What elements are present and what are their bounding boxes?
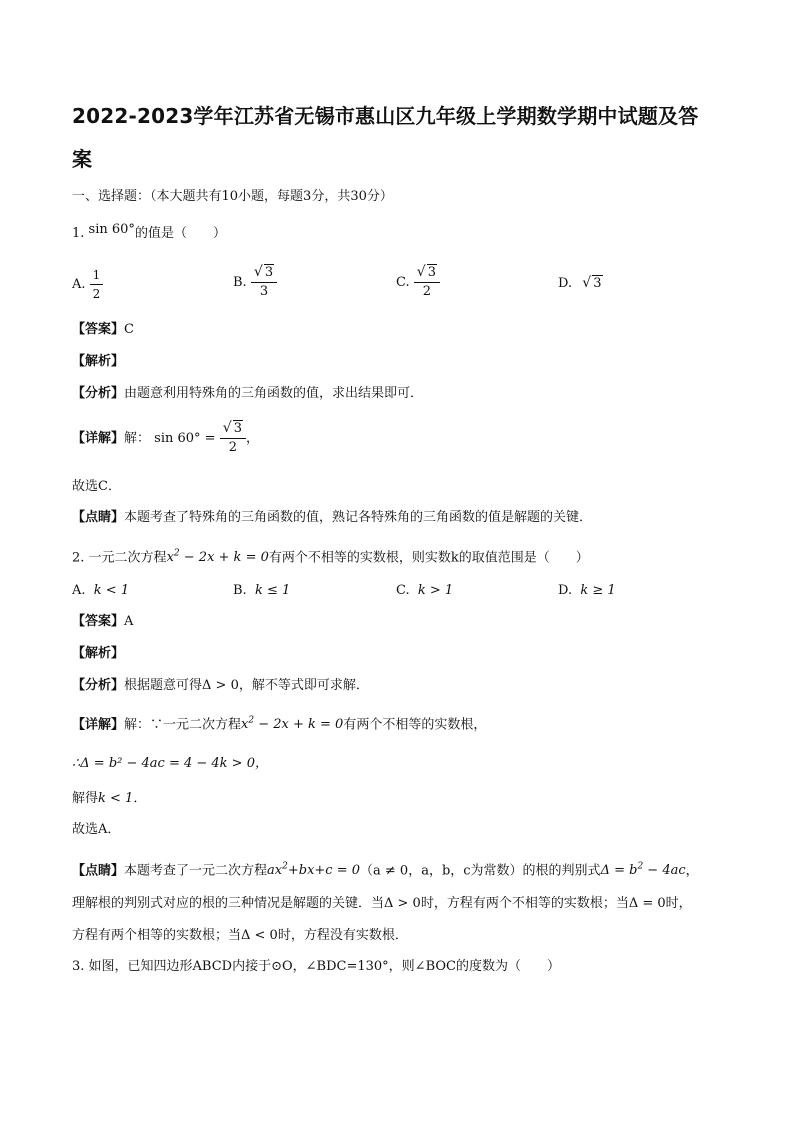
answer-2: 【答案】A (72, 614, 134, 629)
sqrt-symbol: √ 3 (254, 264, 274, 282)
option-a (72, 266, 103, 303)
math-expression: sin 60° (88, 222, 135, 237)
option-a: A. k < 1 (72, 583, 130, 598)
analysis-heading: 【解析】 (72, 354, 125, 369)
analysis-fenxi: 【分析】根据题意可得Δ > 0，解不等式即可求解． (72, 678, 369, 693)
question-2-stem: 2. 一元二次方程$x^2 - 2x + k = 0$有两个不相等的实数根，则实数k的取值范围是（ ） (72, 549, 589, 566)
equation: $x^2 - 2x + k = 0$ (166, 549, 269, 566)
analysis-fenxi: 【分析】由题意利用特殊角的三角函数的值，求出结果即可． (72, 386, 424, 401)
option-label: A. (72, 277, 86, 292)
remark-line-2: 理解根的判别式对应的根的三种情况是解题的关键．当Δ > 0时，方程有两个不相等的实数根；当Δ = 0时， (72, 896, 692, 911)
detailed-solution: 【详解】解：∵一元二次方程$x^2 - 2x + k = 0$有两个不相等的实数根， (72, 716, 487, 733)
fraction: √ $\frac{3}{3}$ (251, 264, 277, 301)
option-c: C. k > 1 (396, 583, 454, 598)
sqrt-symbol: √ 3 (417, 264, 437, 282)
section-heading: 一、选择题：（本大题共有10小题，每题3分，共30分） (72, 189, 393, 204)
answer-1: 【答案】C (72, 322, 134, 337)
fraction: $\frac{1}{2}$ (90, 266, 104, 303)
question-number: 1. (72, 226, 85, 241)
document-title-line-2: 案 (72, 147, 93, 171)
remark-line-3: 方程有两个相等的实数根；当Δ < 0时，方程没有实数根． (72, 928, 408, 943)
option-c (396, 264, 440, 301)
option-b (233, 264, 277, 301)
analysis-heading: 【解析】 (72, 646, 125, 661)
question-3-stem: 3. 如图，已知四边形ABCD内接于⊙O，∠BDC=130°，则∠BOC的度数为（ ） (72, 959, 560, 974)
choose-answer: 故选A． (72, 822, 121, 837)
solve-line: 解得k < 1． (72, 791, 147, 806)
equation: $x^2 - 2x + k = 0$ (241, 716, 344, 733)
equation: $\Delta = b^2 - 4ac$ (600, 862, 686, 879)
discriminant-line: ∴Δ = b² − 4ac = 4 − 4k > 0， (72, 756, 268, 771)
sqrt-symbol: √ 3 (223, 420, 243, 438)
choose-answer: 故选C． (72, 479, 121, 494)
remark: 【点睛】本题考查了一元二次方程$ax^2+bx+c = 0(a \ne 0$，a，b，c为常数）的根的判别式$\Delta = b^2 - 4ac$， (72, 862, 699, 879)
option-d (558, 275, 603, 293)
option-d: D. k ≥ 1 (558, 583, 616, 598)
sqrt-symbol: √ 3 (582, 275, 602, 293)
fraction: √ $\frac{3}{2}$ (220, 420, 246, 457)
document-title-line-1: 2022-2023学年江苏省无锡市惠山区九年级上学期数学期中试题及答 (72, 104, 699, 128)
fraction: √ $\frac{3}{2}$ (414, 264, 440, 301)
equation: $ax^2+bx+c = 0$ (267, 862, 361, 879)
option-b: B. k ≤ 1 (233, 583, 291, 598)
option-label: C. (396, 275, 410, 290)
question-text: 的值是（ ） (134, 226, 226, 241)
option-label: D. (558, 276, 573, 291)
remark: 【点睛】本题考查了特殊角的三角函数的值，熟记各特殊角的三角函数的值是解题的关键． (72, 510, 593, 525)
detailed-solution: 【详解】解： sin 60° = √ $\frac{3}{2}$ ， (72, 420, 259, 457)
option-label: B. (233, 275, 247, 290)
question-1-stem (72, 222, 226, 243)
